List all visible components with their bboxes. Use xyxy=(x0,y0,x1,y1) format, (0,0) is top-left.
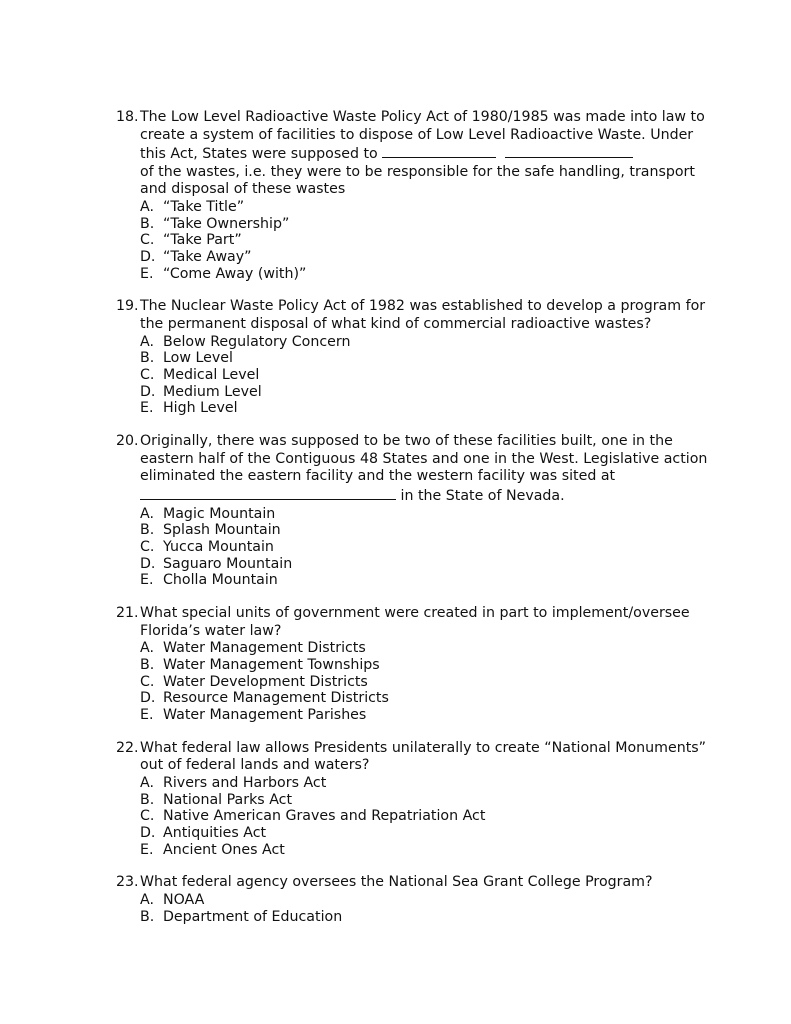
option-letter: B. xyxy=(140,350,155,367)
option-b xyxy=(140,792,716,809)
option-a xyxy=(140,334,716,351)
answer-blank xyxy=(140,486,396,500)
option-text: Yucca Mountain xyxy=(163,538,274,555)
option-letter: B. xyxy=(140,908,155,925)
option-b xyxy=(140,216,716,233)
option-letter: C. xyxy=(140,808,155,825)
option-letter: C. xyxy=(140,367,155,384)
stem-text: The Low Level Radioactive Waste Policy Act of 1980/1985 was made into law to create a system of facilities to dispose of Low Level Radioactive Waste. Under this Act, States were supposed to xyxy=(140,109,705,163)
options-list xyxy=(116,892,716,925)
option-letter: D. xyxy=(140,690,156,707)
options-list xyxy=(116,199,716,283)
option-text: Medium Level xyxy=(163,383,262,400)
answer-blank xyxy=(382,144,496,158)
option-d xyxy=(140,825,716,842)
option-letter: B. xyxy=(140,215,155,232)
option-letter: C. xyxy=(140,673,155,690)
option-text: Resource Management Districts xyxy=(163,690,389,707)
option-a xyxy=(140,506,716,523)
option-letter: E. xyxy=(140,572,154,589)
option-text: Saguaro Mountain xyxy=(163,555,293,572)
stem-text: The Nuclear Waste Policy Act of 1982 was established to develop a program for the permanent disposal of what kind of commercial radioactive wastes? xyxy=(140,298,706,333)
option-text: Cholla Mountain xyxy=(163,572,278,589)
stem-text: What special units of government were created in part to implement/oversee Florida’s water law? xyxy=(140,605,690,639)
option-text: Below Regulatory Concern xyxy=(163,333,351,350)
option-letter: A. xyxy=(140,774,154,791)
option-text: “Take Away” xyxy=(163,249,252,266)
option-b xyxy=(140,909,716,926)
option-text: “Come Away (with)” xyxy=(163,265,307,282)
option-a xyxy=(140,892,716,909)
option-letter: C. xyxy=(140,538,155,555)
option-text: National Parks Act xyxy=(163,791,293,808)
stem-text: in the State of Nevada. xyxy=(396,487,565,504)
option-text: Splash Mountain xyxy=(163,522,281,539)
option-a xyxy=(140,199,716,216)
option-e xyxy=(140,842,716,859)
option-c xyxy=(140,367,716,384)
option-text: Department of Education xyxy=(163,908,343,925)
question-19 xyxy=(116,298,716,417)
stem-text: Originally, there was supposed to be two of these facilities built, one in the eastern half of the Contiguous 48 States and one in the West. Legislative action eliminated the eastern facility and the western facility was sited at xyxy=(140,433,708,485)
option-text: Ancient Ones Act xyxy=(163,841,285,858)
quiz-page xyxy=(116,109,716,941)
option-c xyxy=(140,232,716,249)
option-text: Water Management Townships xyxy=(163,656,380,673)
option-letter: A. xyxy=(140,333,154,350)
option-text: Magic Mountain xyxy=(163,505,276,522)
option-b xyxy=(140,657,716,674)
question-stem xyxy=(116,109,716,199)
option-letter: D. xyxy=(140,249,156,266)
option-letter: E. xyxy=(140,841,154,858)
option-letter: A. xyxy=(140,505,154,522)
answer-blank xyxy=(505,144,633,158)
options-list xyxy=(116,506,716,590)
option-text: Antiquities Act xyxy=(163,825,267,842)
question-stem xyxy=(116,605,716,640)
option-letter: E. xyxy=(140,707,154,724)
stem-text: What federal law allows Presidents unilaterally to create “National Monuments” out of federal lands and waters? xyxy=(140,739,707,774)
option-a xyxy=(140,640,716,657)
option-text: Water Management Parishes xyxy=(163,707,367,724)
question-number: 23. xyxy=(116,874,139,891)
options-list xyxy=(116,640,716,724)
option-letter: B. xyxy=(140,656,155,673)
question-18 xyxy=(116,109,716,282)
stem-text: What federal agency oversees the National Sea Grant College Program? xyxy=(140,874,653,891)
option-e xyxy=(140,572,716,589)
option-letter: E. xyxy=(140,400,154,417)
option-text: “Take Ownership” xyxy=(163,215,290,232)
options-list xyxy=(116,334,716,418)
question-number: 18. xyxy=(116,109,139,125)
option-letter: B. xyxy=(140,791,155,808)
option-letter: A. xyxy=(140,198,154,215)
option-text: Native American Graves and Repatriation Act xyxy=(163,808,486,825)
option-letter: A. xyxy=(140,892,154,909)
option-letter: A. xyxy=(140,640,154,657)
option-letter: E. xyxy=(140,265,154,282)
option-d xyxy=(140,690,716,707)
option-d xyxy=(140,384,716,401)
option-text: Water Management Districts xyxy=(163,640,366,657)
option-letter: D. xyxy=(140,825,156,842)
option-text: High Level xyxy=(163,400,238,417)
option-letter: C. xyxy=(140,232,155,249)
question-stem xyxy=(116,298,716,333)
option-letter: D. xyxy=(140,555,156,572)
option-text: Water Development Districts xyxy=(163,673,368,690)
option-letter: B. xyxy=(140,522,155,539)
option-text: Low Level xyxy=(163,350,233,367)
option-text: “Take Title” xyxy=(163,198,245,215)
option-e xyxy=(140,400,716,417)
option-e xyxy=(140,707,716,724)
option-c xyxy=(140,808,716,825)
option-c xyxy=(140,539,716,556)
option-e xyxy=(140,266,716,283)
options-list xyxy=(116,775,716,859)
question-number: 22. xyxy=(116,739,139,756)
stem-text: of the wastes, i.e. they were to be responsible for the safe handling, transport and disposal of these wastes xyxy=(140,163,695,198)
question-number: 19. xyxy=(116,298,139,315)
question-23 xyxy=(116,874,716,925)
question-stem xyxy=(116,740,716,775)
option-text: Rivers and Harbors Act xyxy=(163,774,327,791)
option-b xyxy=(140,350,716,367)
option-text: Medical Level xyxy=(163,367,260,384)
option-d xyxy=(140,249,716,266)
question-20 xyxy=(116,433,716,589)
question-number: 21. xyxy=(116,605,139,622)
question-21 xyxy=(116,605,716,724)
question-22 xyxy=(116,740,716,859)
question-stem xyxy=(116,874,716,892)
option-text: “Take Part” xyxy=(163,232,242,249)
option-d xyxy=(140,556,716,573)
option-letter: D. xyxy=(140,383,156,400)
option-a xyxy=(140,775,716,792)
question-number: 20. xyxy=(116,433,139,450)
option-text: NOAA xyxy=(163,892,205,909)
option-c xyxy=(140,674,716,691)
option-b xyxy=(140,522,716,539)
question-stem xyxy=(116,433,716,505)
